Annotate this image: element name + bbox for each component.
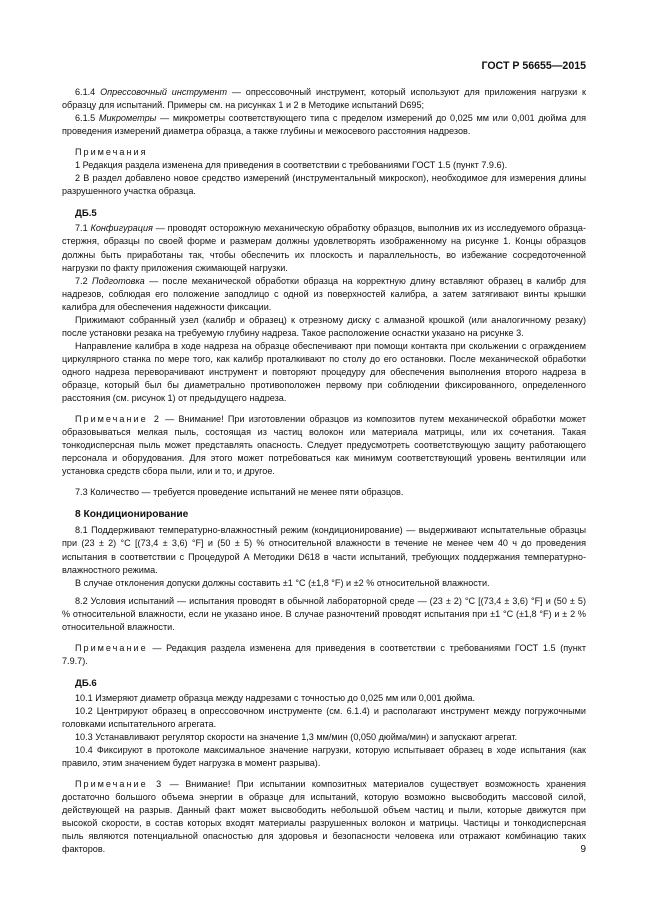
section-db5-title: ДБ.5 — [75, 208, 97, 220]
standard-code-header: ГОСТ Р 56655—2015 — [481, 60, 586, 72]
clause-6-1-4: 6.1.4 Опрессовочный инструмент — опрессовочный инструмент, который используют для приложения нагрузки к образцу для испытаний. Примеры см. на рисунках 1 и 2 в Методике испытаний D695; — [62, 87, 586, 111]
page-number: 9 — [580, 844, 586, 855]
term-micrometers: Микрометры — [98, 113, 157, 124]
clause-10-3: 10.3 Устанавливают регулятор скорости на значение 1,3 мм/мин (0,050 дюйма/мин) и запускают агрегат. — [75, 732, 517, 743]
clause-10-4: 10.4 Фиксируют в протоколе максимальное значение нагрузки, которую испытывает образец в ходе испытания (как правило, этим значением будет нагрузка в момент разрыва). — [62, 745, 586, 769]
clause-8-1-b: В случае отклонения допуски должны составить ±1 °С (±1,8 °F) и ±2 % относительной влажности. — [75, 577, 490, 588]
note-2-warning: Примечание 2 — Внимание! При изготовлении образцов из композитов путем механической обработки может образовываться мелкая пыль, состоящая из частиц волокон или материала матрицы, или их сочетания. Такая тонкодисперсная пыль может представлять опасность. Следует предусмотреть соответствующую защиту работающего персонала и оборудования. Для этого может потребоваться как минимум соответствующий уровень вентиляции или установка средств сбора пыли, или и то, и другое. — [62, 414, 586, 477]
clause-6-1-5: 6.1.5 Микрометры — микрометры соответствующего типа с пределом измерений до 0,025 мм или 0,001 дюйма для проведения измерений диаметра образца, а также глубины и межосевого расстояния надрезов. — [62, 113, 586, 137]
clause-7-2: 7.2 Подготовка — после механической обработки образца на корректную длину вставляют образец в калибр для надрезов, соблюдая его положение заподлицо с одной из поверхностей калибра, а затем затягивают винты крышки калибра для обеспечения надежности фиксации. — [62, 275, 586, 312]
note-2: 2 В раздел добавлено новое средство измерений (инструментальный микроскоп), необходимое для измерения длины разрушенного участка образца. — [62, 173, 586, 197]
clause-7-1: 7.1 Конфигурация — проводят осторожную механическую обработку образцов, выполнив их из исследуемого образца-стержня, образцы по своей форме и размерам должны удовлетворять изображенному на рисунке 1. Концы образцов должны быть приработаны так, чтобы обеспечить их плоскость и параллельность, во избежание сосредоточенной нагрузки по факту приложения сжимающей нагрузки. — [62, 223, 587, 273]
term-preparation: Подготовка — [91, 275, 145, 286]
note-3-warning: Примечание 3 — Внимание! При испытании композитных материалов существует возможность хранения достаточно большого объема энергии в образце для испытаний, которую возможно высвободить массовой силой, действующей на разрыв. Данный факт может высвободить небольшой объем частиц и пыли, которые движутся при высокой скорости, в состав которых входят материалы разрушенных волокон и матрицы. Частицы и тонкодисперсная пыль являются потенциальной опасностью для здоровья и безопасности человека или отражают комбинацию таких факторов. — [62, 779, 586, 855]
term-press-tool: Опрессовочный инструмент — [100, 87, 228, 97]
clause-7-2-c: Направление калибра в ходе надреза на образце обеспечивают при помощи контакта при скольжении с ограждением циркулярного станка по мере того, как калибр проталкивают по столу до его остановки. После механической обработки одного надреза переворачивают инструмент и повторяют процедуру для обеспечения выполнения второго надреза в образце, который был бы диаметрально противоположен первому при соблюдении фиксированного, определенного расстояния (см. рисунок 1) от предыдущего надреза. — [62, 340, 586, 404]
clause-7-3: 7.3 Количество — требуется проведение испытаний не менее пяти образцов. — [75, 487, 404, 498]
page-content — [62, 86, 586, 856]
section-8-title: 8 Кондиционирование — [75, 509, 189, 521]
term-configuration: Конфигурация — [90, 223, 153, 234]
section-8-note: Примечание — Редакция раздела изменена для приведения в соответствии с требованиями ГОСТ 1.5 (пункт 7.9.7). — [62, 642, 586, 666]
clause-7-2-b: Прижимают собранный узел (калибр и образец) к отрезному диску с алмазной крошкой (или аналогичному резаку) после установки резака на требуемую глубину надреза. Такое расположение оснастки указано на рисунке 3. — [62, 314, 586, 338]
note-1: 1 Редакция раздела изменена для приведения в соответствии с требованиями ГОСТ 1.5 (пункт 7.9.6). — [75, 160, 508, 171]
clause-8-1: 8.1 Поддерживают температурно-влажностный режим (кондиционирование) — выдерживают испытательные образцы при (23 ± 2) °С [(73,4 ± 3,6) °F] и (50 ± 5) % относительной влажности в течение не менее чем 40 ч до проведения испытания в соответствии с Процедурой А Методики D618 в части испытаний, требующих поддержания температурно-влажностного режима. — [62, 525, 586, 575]
clause-10-1: 10.1 Измеряют диаметр образца между надрезами с точностью до 0,025 мм или 0,001 дюйма. — [75, 692, 476, 703]
clause-8-2: 8.2 Условия испытаний — испытания проводят в обычной лабораторной среде — (23 ± 2) °С [(73,4 ± 3,6) °F] и (50 ± 5) % относительной влажности, если не указано иное. В случае разночтений проводят испытания при ±1 °С (±1,8 °F) и ± 2 % относительной влажности. — [62, 595, 586, 632]
clause-10-2: 10.2 Центрируют образец в опрессовочном инструменте (см. 6.1.4) и располагают инструмент между погружочными головками испытательного агрегата. — [62, 705, 586, 730]
notes-label: Примечания — [75, 147, 148, 158]
section-db6-title: ДБ.6 — [75, 677, 97, 689]
